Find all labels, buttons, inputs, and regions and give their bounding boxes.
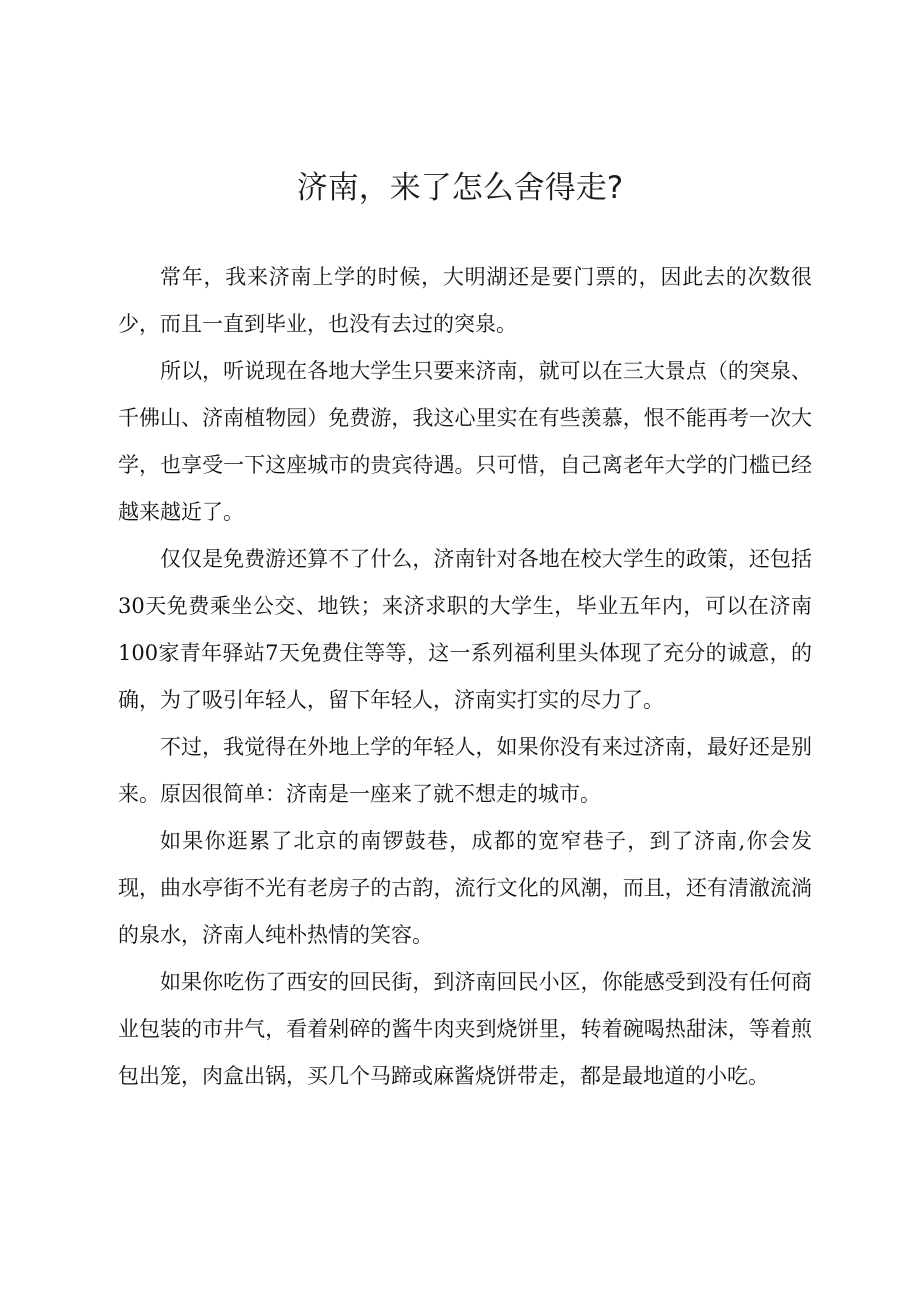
paragraph-3: 仅仅是免费游还算不了什么，济南针对各地在校大学生的政策，还包括30天免费乘坐公交、地铁；来济求职的大学生，毕业五年内，可以在济南100家青年驿站7天免费住等等，这一系列福利里头体现了充分的诚意，的确，为了吸引年轻人，留下年轻人，济南实打实的尽力了。 xyxy=(118,547,812,712)
paragraph-2: 所以，听说现在各地大学生只要来济南，就可以在三大景点（的突泉、千佛山、济南植物园）免费游，我这心里实在有些羡慕，恨不能再考一次大学，也享受一下这座城市的贵宾待遇。只可惜，自己离老年大学的门槛已经越来越近了。 xyxy=(118,359,812,524)
paragraph-6: 如果你吃伤了西安的回民街，到济南回民小区，你能感受到没有任何商业包装的市井气，看着剁碎的酱牛肉夹到烧饼里，转着碗喝热甜沫，等着煎包出笼，肉盒出锅，买几个马蹄或麻酱烧饼带走，都是最地道的小吃。 xyxy=(118,970,812,1088)
paragraph-5: 如果你逛累了北京的南锣鼓巷，成都的宽窄巷子，到了济南,你会发现，曲水亭街不光有老房子的古韵，流行文化的风潮，而且，还有清澈流淌的泉水，济南人纯朴热情的笑容。 xyxy=(118,829,812,947)
document-title: 济南，来了怎么舍得走? xyxy=(296,170,624,206)
paragraph-4: 不过，我觉得在外地上学的年轻人，如果你没有来过济南，最好还是别来。原因很简单：济南是一座来了就不想走的城市。 xyxy=(118,735,812,806)
document-body xyxy=(118,254,812,1100)
paragraph-1: 常年，我来济南上学的时候，大明湖还是要门票的，因此去的次数很少，而且一直到毕业，也没有去过的突泉。 xyxy=(118,265,812,336)
